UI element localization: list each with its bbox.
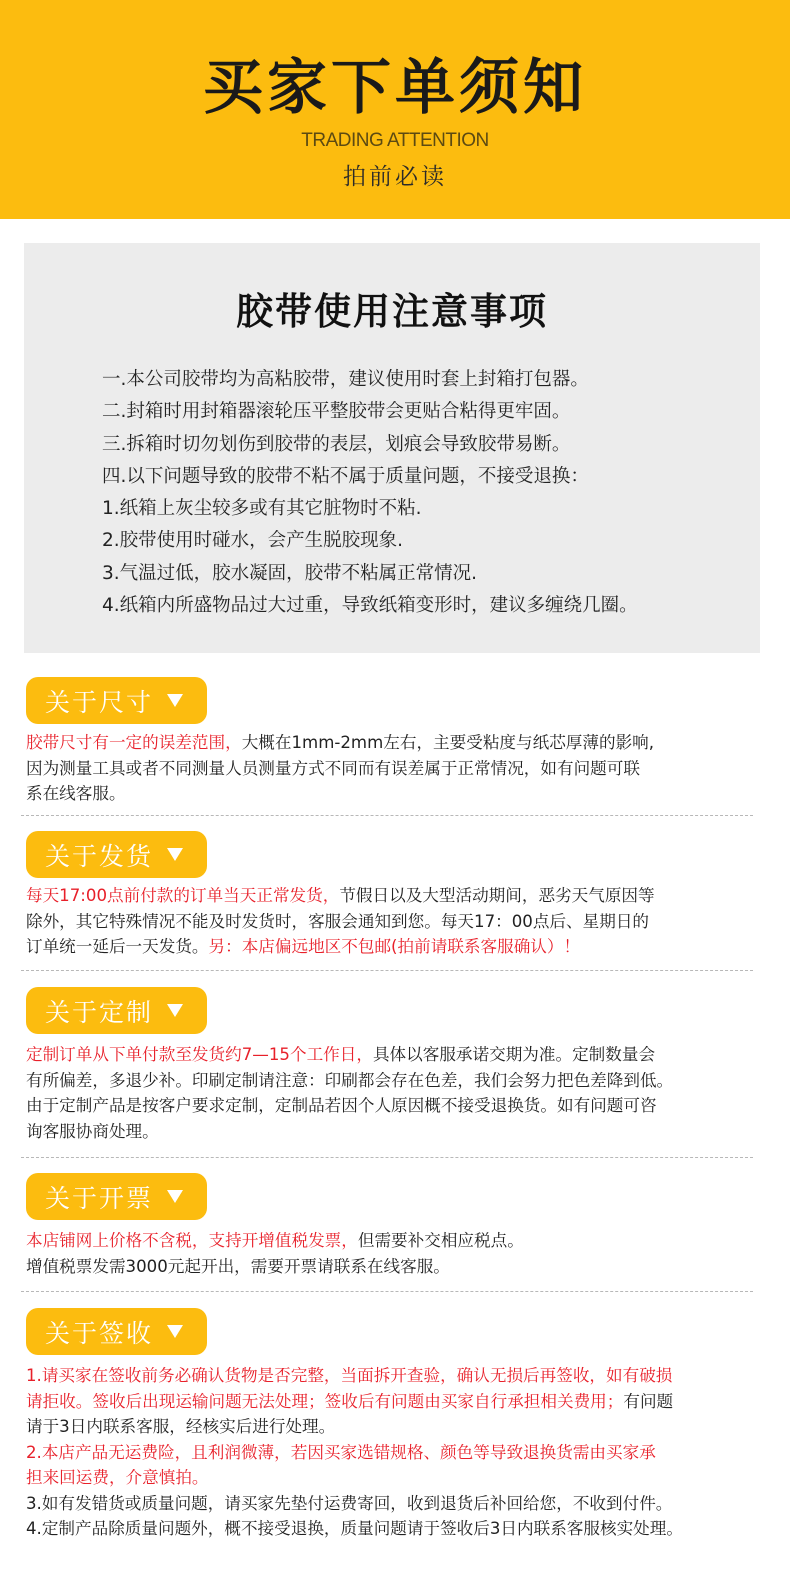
text-span: 具体以客服承诺交期为准。定制数量会: [372, 1045, 656, 1064]
section-divider: [21, 1157, 753, 1158]
header-banner: [0, 0, 790, 219]
section-shipping-label: 关于发货: [45, 841, 154, 871]
red-highlight: 本店铺网上价格不含税，支持开增值税发票，: [26, 1231, 358, 1250]
section-invoice-label: 关于开票: [45, 1183, 154, 1213]
section-receipt-text: [26, 1363, 766, 1542]
triangle-down-icon: [167, 1325, 183, 1338]
text-line: 1.请买家在签收前务必确认货物是否完整，当面拆开查验，确认无损后再签收，如有破损: [26, 1366, 673, 1385]
text-span: 但需要补交相应税点。: [357, 1231, 524, 1250]
text-line: [26, 883, 766, 909]
tape-notice-title: 胶带使用注意事项: [236, 290, 548, 333]
text-line: [26, 934, 766, 960]
list-item: 1.纸箱上灰尘较多或有其它脏物时不粘.: [102, 498, 422, 520]
text-line: 除外，其它特殊情况不能及时发货时，客服会通知到您。每天17：00点后、星期日的: [26, 911, 650, 931]
list-item: 4.纸箱内所盛物品过大过重，导致纸箱变形时，建议多缠绕几圈。: [102, 595, 638, 617]
text-line: [26, 730, 766, 756]
list-item: 二.封箱时用封箱器滚轮压平整胶带会更贴合粘得更牢固。: [102, 401, 571, 423]
section-shipping-header: [26, 831, 207, 878]
text-line: 由于定制产品是按客户要求定制，定制品若因个人原因概不接受退换货。如有问题可咨: [26, 1096, 657, 1115]
red-highlight: 定制订单从下单付款至发货约7—15个工作日，: [26, 1045, 373, 1064]
section-size-text: [26, 730, 766, 807]
red-highlight: 请拒收。签收后出现运输问题无法处理；签收后有问题由买家自行承担相关费用；: [26, 1391, 624, 1411]
section-custom-header: [26, 987, 207, 1034]
page-tagline: 拍前必读: [343, 164, 447, 190]
list-item: 2.胶带使用时碰水，会产生脱胶现象.: [102, 530, 404, 552]
text-line: 请于3日内联系客服，经核实后进行处理。: [26, 1417, 336, 1436]
text-span: 有问题: [623, 1391, 674, 1411]
red-highlight: 每天17:00点前付款的订单当天正常发货，: [26, 886, 340, 905]
section-divider: [21, 970, 753, 971]
text-line: 增值税票发需3000元起开出，需要开票请联系在线客服。: [26, 1256, 450, 1276]
section-divider: [21, 1291, 753, 1292]
section-size-label: 关于尺寸: [45, 687, 154, 717]
text-line: [26, 1042, 766, 1068]
section-receipt-header: [26, 1308, 207, 1355]
section-invoice-text: [26, 1228, 766, 1279]
text-line: 4.定制产品除质量问题外，概不接受退换，质量问题请于签收后3日内联系客服核实处理。: [26, 1519, 683, 1538]
text-line: 2.本店产品无运费险，且利润微薄，若因买家选错规格、颜色等导致退换货需由买家承: [26, 1442, 656, 1462]
text-span: 订单统一延后一天发货。: [26, 937, 209, 956]
page-title: 买家下单须知: [203, 53, 587, 123]
list-item: 一.本公司胶带均为高粘胶带，建议使用时套上封箱打包器。: [102, 369, 589, 390]
text-line: 因为测量工具或者不同测量人员测量方式不同而有误差属于正常情况，如有问题可联: [26, 758, 640, 778]
text-span: 大概在1mm-2mm左右，主要受粘度与纸芯厚薄的影响,: [241, 733, 655, 752]
tape-notice-panel: [24, 243, 760, 653]
text-line: 担来回运费，介意慎拍。: [26, 1468, 209, 1487]
list-item: 三.拆箱时切勿划伤到胶带的表层，划痕会导致胶带易断。: [102, 433, 571, 455]
list-item: 3.气温过低，胶水凝固，胶带不粘属正常情况.: [102, 562, 478, 584]
list-item: 四.以下问题导致的胶带不粘不属于质量问题，不接受退换：: [102, 465, 589, 487]
section-invoice-header: [26, 1173, 207, 1220]
section-custom-text: [26, 1042, 766, 1144]
text-line: [26, 1389, 766, 1415]
red-highlight: 另：本店偏远地区不包邮(拍前请联系客服确认）！: [208, 937, 581, 956]
section-divider: [21, 815, 753, 816]
tape-notice-list: [102, 364, 638, 622]
red-highlight: 胶带尺寸有一定的误差范围，: [26, 733, 242, 752]
triangle-down-icon: [167, 848, 183, 861]
text-line: 询客服协商处理。: [26, 1121, 159, 1141]
triangle-down-icon: [167, 1004, 183, 1017]
text-line: 系在线客服。: [26, 784, 126, 803]
section-custom-label: 关于定制: [45, 997, 154, 1027]
text-line: 有所偏差，多退少补。印刷定制请注意：印刷都会存在色差，我们会努力把色差降到低。: [26, 1070, 674, 1090]
section-size-header: [26, 677, 207, 724]
section-receipt-label: 关于签收: [45, 1318, 154, 1348]
section-shipping-text: [26, 883, 766, 960]
text-span: 节假日以及大型活动期间，恶劣天气原因等: [339, 886, 655, 905]
text-line: 3.如有发错货或质量问题，请买家先垫付运费寄回，收到退货后补回给您，不收到付件。: [26, 1493, 673, 1513]
triangle-down-icon: [167, 694, 183, 707]
page-subtitle: TRADING ATTENTION: [301, 130, 489, 151]
triangle-down-icon: [167, 1190, 183, 1203]
text-line: [26, 1228, 766, 1254]
